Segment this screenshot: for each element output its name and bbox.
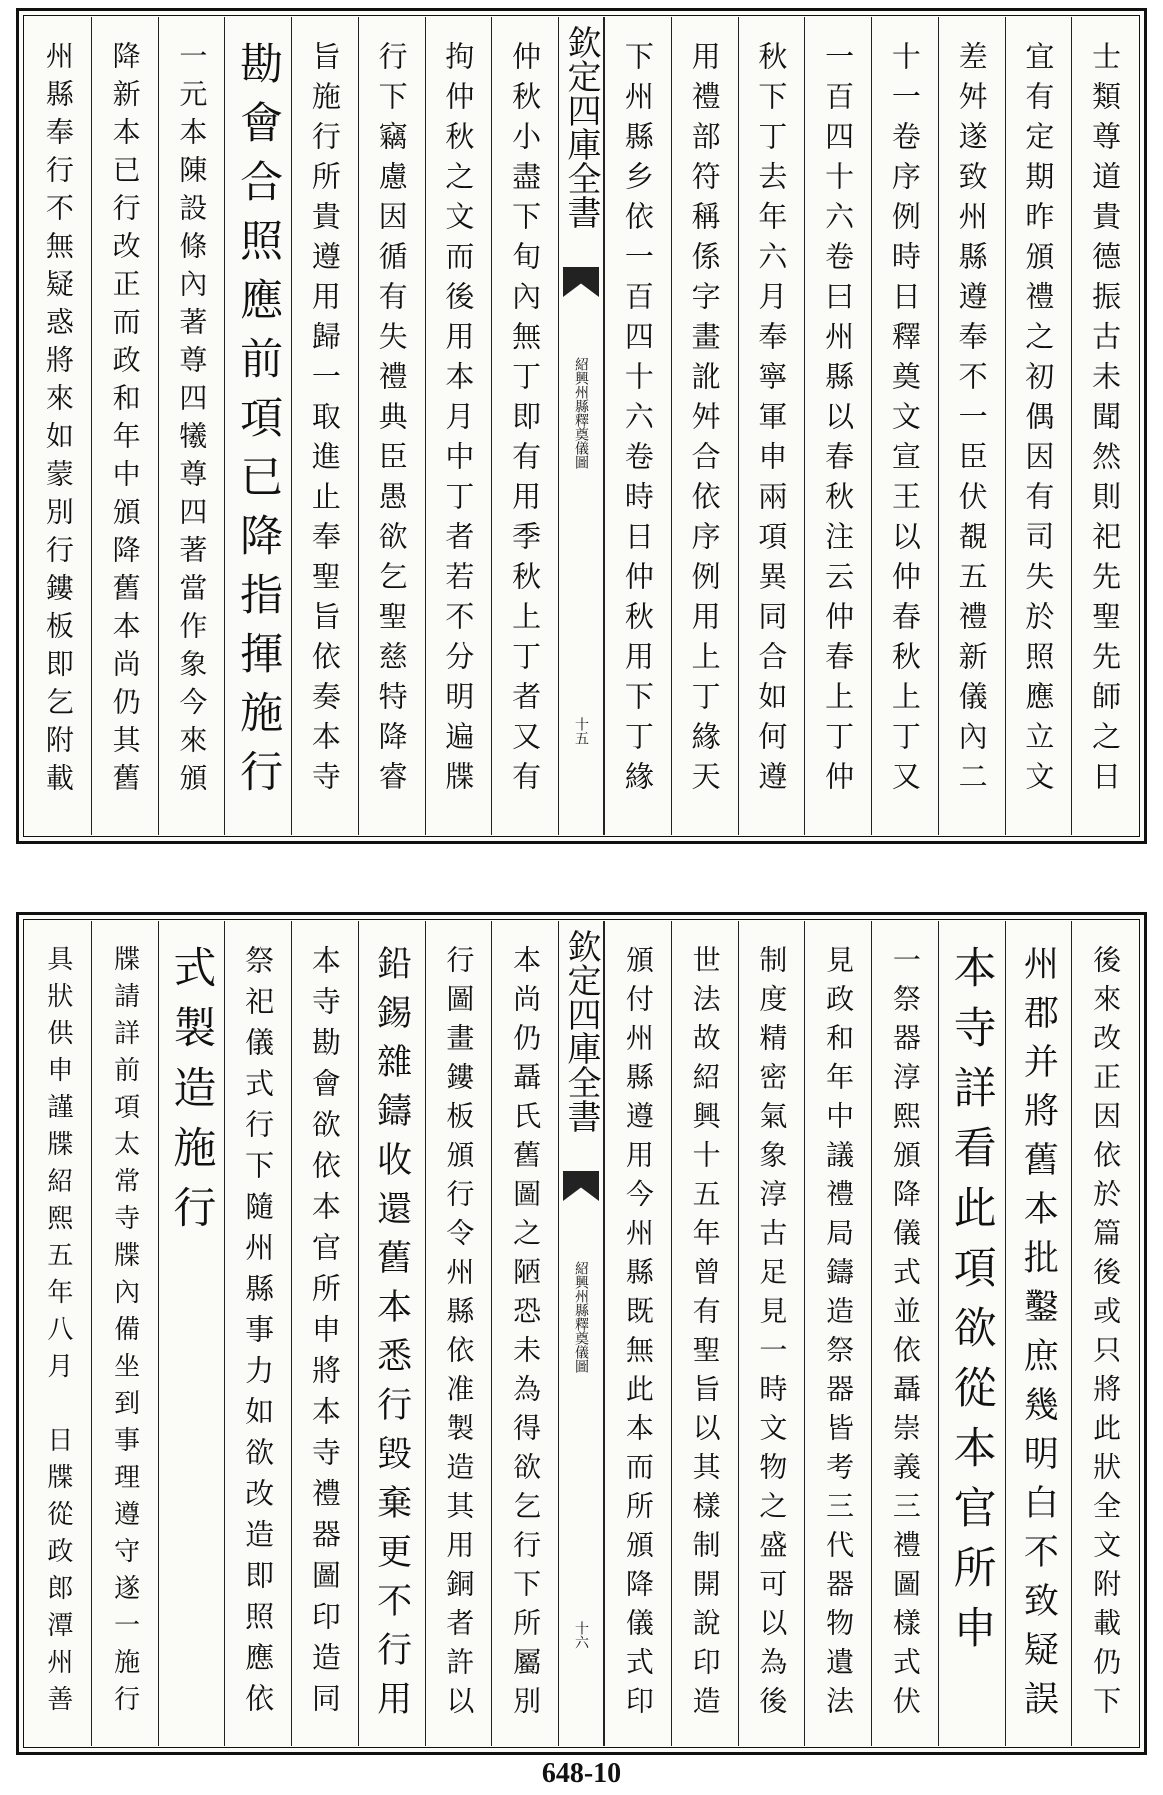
- text-column: 州縣奉行不無疑惑將來如蒙別行鏤板即乞附載: [41, 41, 75, 801]
- text-column: 一百四十六卷曰州縣以春秋注云仲春上丁仲: [804, 17, 871, 835]
- text-column: 本尚仍聶氏舊圖之陋恐未為得欲乞行下所屬別: [491, 921, 558, 1746]
- fish-tail-icon: [563, 1171, 599, 1201]
- text-column: 行下竊慮因循有失禮典臣愚欲乞聖慈特降睿: [358, 17, 425, 835]
- text-column: 鉛錫雜鑄收還舊本悉行毀棄更不行用: [358, 921, 425, 1746]
- text-column: 用禮部符稱係字畫訛舛合依序例用上丁緣天: [671, 17, 738, 835]
- text-column: 行圖畫鏤板頒行令州縣依准製造其用銅者許以: [425, 921, 492, 1746]
- text-column: 制度精密氣象淳古足見一時文物之盛可以為後: [738, 921, 805, 1746]
- center-margin: [558, 17, 604, 835]
- text-column: 秋下丁去年六月奉寧軍申兩項異同合如何遵: [738, 17, 805, 835]
- text-column: 勘會合照應前項已降指揮施行: [224, 17, 291, 835]
- bottom-page: [16, 912, 1147, 1755]
- text-column: 具狀供申謹牒紹熙五年八月 日牒從政郎潭州善: [42, 945, 73, 1722]
- folio-number: 十六: [573, 1621, 589, 1649]
- text-column: 旨施行所貴遵用歸一取進止奉聖旨依奏本寺: [291, 17, 358, 835]
- text-column: 一元本陳設條內著尊四犧尊四著當作象今來頒: [158, 17, 225, 835]
- folio-number: 十五: [573, 717, 589, 745]
- top-page: [16, 8, 1147, 844]
- text-column: 宜有定期昨頒禮之初偶因有司失於照應立文: [1005, 17, 1072, 835]
- fish-tail-icon: [563, 267, 599, 297]
- book-title: 欽定四庫全書: [561, 929, 601, 1133]
- book-subtitle: 紹興州縣釋奠儀圖: [573, 357, 589, 469]
- text-column: 牒請詳前項太常寺牒內備坐到事理遵守遂一施行: [91, 921, 158, 1746]
- text-column: 世法故紹興十五年曾有聖旨以其樣制開說印造: [671, 921, 738, 1746]
- text-column: 差舛遂致州縣遵奉不一臣伏覩五禮新儀內二: [938, 17, 1005, 835]
- text-column: 式製造施行: [158, 921, 225, 1746]
- text-column: 後來改正因依於篇後或只將此狀全文附載仍下: [1071, 921, 1138, 1746]
- page-number: 648-10: [541, 1758, 622, 1789]
- text-column: 拘仲秋之文而後用本月中丁者若不分明遍牒: [425, 17, 492, 835]
- text-column: 下州縣乡依一百四十六卷時日仲秋用下丁緣: [604, 17, 671, 835]
- center-margin: [558, 921, 604, 1746]
- text-column: 本寺勘會欲依本官所申將本寺禮器圖印造同: [291, 921, 358, 1746]
- text-column: 州郡并將舊本批鑿庶幾明白不致疑誤: [1005, 921, 1072, 1746]
- text-column: 本寺詳看此項欲從本官所申: [938, 921, 1005, 1746]
- text-column: 士類尊道貴德振古未聞然則祀先聖先師之日: [1071, 17, 1138, 835]
- text-column: 十一卷序例時日釋奠文宣王以仲春秋上丁又: [871, 17, 938, 835]
- text-column: 降新本已行改正而政和年中頒降舊本尚仍其舊: [91, 17, 158, 835]
- book-title: 欽定四庫全書: [561, 25, 601, 229]
- text-column: 見政和年中議禮局鑄造祭器皆考三代器物遺法: [804, 921, 871, 1746]
- text-column: 祭祀儀式行下隨州縣事力如欲改造即照應依: [224, 921, 291, 1746]
- text-column: 頒付州縣遵用今州縣既無此本而所頒降儀式印: [604, 921, 671, 1746]
- text-column: 仲秋小盡下旬內無丁即有用季秋上丁者又有: [491, 17, 558, 835]
- book-subtitle: 紹興州縣釋奠儀圖: [573, 1261, 589, 1373]
- text-column: 一祭器淳熙頒降儀式並依聶崇義三禮圖樣式伏: [871, 921, 938, 1746]
